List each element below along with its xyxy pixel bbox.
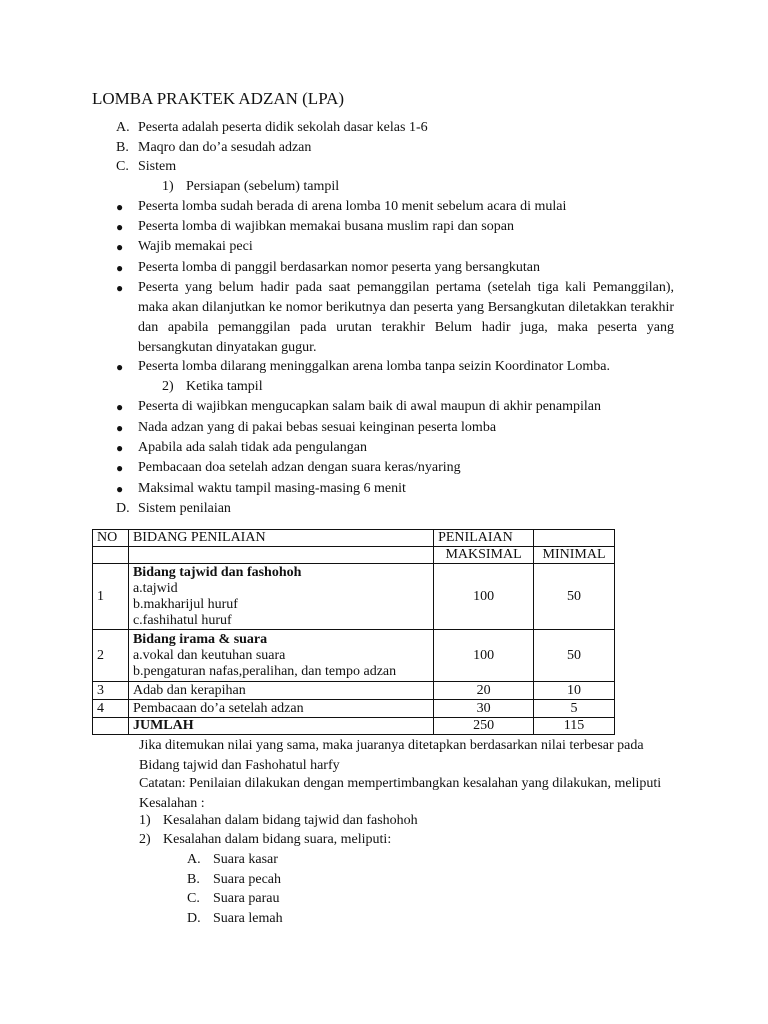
row-bidang: Pembacaan do’a setelah adzan [128,700,433,718]
bullet-text: Wajib memakai peci [138,239,253,254]
suara-item [187,850,278,870]
error-number: 2) [139,832,151,847]
row-minimal: 5 [534,700,615,718]
item-c [116,157,656,177]
table-header-row [93,530,615,547]
suara-text: Suara pecah [213,872,282,887]
bullet-icon: ● [116,200,124,214]
item-letter: D. [116,501,130,516]
bullet-icon: ● [116,240,124,254]
header-penilaian: PENILAIAN [434,530,534,547]
tie-note: Jika ditemukan nilai yang sama, maka juaranya ditetapkan berdasarkan nilai terbesar pada Bidang tajwid dan Fashohatul harfy [139,738,644,773]
bullet-text: Nada adzan yang di pakai bebas sesuai keinginan peserta lomba [138,420,497,435]
bullet-text: Peserta yang belum hadir pada saat pemanggilan pertama (setelah tiga kali Pemanggilan), maka akan dilanjutkan ke nomor berikutnya dan peserta yang Bersangkutan diletakkan terakhir dan apabila pemanggilan pada urutan terakhir Belum hadir juga, maka peserta yang bersangkutan dinyatakan gugur. [138,280,674,355]
bullet-text: Peserta lomba sudah berada di arena lomba 10 menit sebelum acara di mulai [138,199,567,214]
suara-text: Suara kasar [213,852,278,867]
bullet-icon: ● [116,421,124,435]
suara-letter: A. [187,852,201,867]
bullet-item [116,258,674,278]
sub-item-number: 2) [162,379,174,394]
table-subheader-row [93,547,615,564]
bullet-text: Pembacaan doa setelah adzan dengan suara keras/nyaring [138,460,461,475]
table-row [93,630,615,682]
row-minimal: 50 [534,630,615,682]
bullet-item [116,357,674,377]
header-empty [128,547,433,564]
error-text: Kesalahan dalam bidang suara, meliputi: [163,832,392,847]
sub-item-persiapan [162,177,339,197]
row-no: 1 [93,564,129,630]
row-line: a.tajwid [132,580,178,596]
item-letter: A. [116,120,130,135]
bullet-text: Peserta lomba di panggil berdasarkan nomor peserta yang bersangkutan [138,260,540,275]
suara-letter: D. [187,911,201,926]
row-line: c.fashihatul huruf [132,612,232,628]
row-no: 2 [93,630,129,682]
bullet-item [116,479,674,499]
item-text: Sistem penilaian [138,501,231,516]
bullet-text: Maksimal waktu tampil masing-masing 6 menit [138,481,406,496]
catatan-note: Catatan: Penilaian dilakukan dengan mempertimbangkan kesalahan yang dilakukan, meliputi Kesalahan : [139,776,662,811]
row-minimal: 10 [534,682,615,700]
bullet-icon: ● [116,482,124,496]
total-maksimal: 250 [434,718,534,735]
bullet-item [116,397,674,417]
sub-item-text: Ketika tampil [186,379,263,394]
suara-letter: B. [187,872,200,887]
bullet-item [116,197,674,217]
row-bidang: Adab dan kerapihan [128,682,433,700]
item-a [116,118,656,138]
table-row [93,564,615,630]
table-row [93,682,615,700]
bullet-text: Peserta lomba di wajibkan memakai busana muslim rapi dan sopan [138,219,514,234]
item-d [116,499,656,519]
item-letter: B. [116,140,129,155]
row-no: 3 [93,682,129,700]
sub-item-number: 1) [162,179,174,194]
header-bidang: BIDANG PENILAIAN [128,530,433,547]
sub-item-ketika [162,377,263,397]
row-title: Bidang tajwid dan fashohoh [132,564,302,580]
row-line: a.vokal dan keutuhan suara [132,647,286,663]
suara-text: Suara lemah [213,911,283,926]
bullet-icon: ● [116,360,124,374]
bullet-item [116,278,674,358]
row-maksimal: 20 [434,682,534,700]
bullet-icon: ● [116,281,124,295]
row-maksimal: 30 [434,700,534,718]
suara-item [187,889,279,909]
error-item [139,811,418,831]
suara-text: Suara parau [213,891,280,906]
table-row [93,700,615,718]
bullet-icon: ● [116,461,124,475]
item-text: Sistem [138,159,177,174]
document-title: LOMBA PRAKTEK ADZAN (LPA) [92,89,345,108]
row-bidang [128,630,433,682]
suara-item [187,870,281,890]
bullet-item [116,458,674,478]
row-line: b.pengaturan nafas,peralihan, dan tempo adzan [132,663,397,679]
total-empty [93,718,129,735]
total-label: JUMLAH [128,718,433,735]
item-text: Maqro dan do’a sesudah adzan [138,140,312,155]
bullet-text: Peserta lomba dilarang meninggalkan arena lomba tanpa seizin Koordinator Lomba. [138,359,610,374]
score-table [92,529,615,735]
item-b [116,138,656,158]
suara-letter: C. [187,891,200,906]
bullet-icon: ● [116,220,124,234]
bullet-text: Peserta di wajibkan mengucapkan salam baik di awal maupun di akhir penampilan [138,399,602,414]
bullet-item [116,438,674,458]
header-empty [534,530,615,547]
header-no: NO [93,530,129,547]
bullet-icon: ● [116,441,124,455]
header-empty [93,547,129,564]
bullet-icon: ● [116,261,124,275]
row-bidang [128,564,433,630]
total-minimal: 115 [534,718,615,735]
row-minimal: 50 [534,564,615,630]
row-maksimal: 100 [434,630,534,682]
sub-item-text: Persiapan (sebelum) tampil [186,179,340,194]
bullet-item [116,237,674,257]
error-number: 1) [139,813,151,828]
suara-item [187,909,283,929]
row-title: Bidang irama & suara [132,631,268,647]
bullet-item [116,217,674,237]
bullet-text: Apabila ada salah tidak ada pengulangan [138,440,367,455]
row-maksimal: 100 [434,564,534,630]
bullet-icon: ● [116,400,124,414]
item-text: Peserta adalah peserta didik sekolah dasar kelas 1-6 [138,120,428,135]
row-line: b.makharijul huruf [132,596,238,612]
table-total-row [93,718,615,735]
header-maksimal: MAKSIMAL [434,547,534,564]
item-letter: C. [116,159,129,174]
error-text: Kesalahan dalam bidang tajwid dan fashohoh [163,813,418,828]
header-minimal: MINIMAL [534,547,615,564]
error-item [139,830,391,850]
row-no: 4 [93,700,129,718]
bullet-item [116,418,674,438]
